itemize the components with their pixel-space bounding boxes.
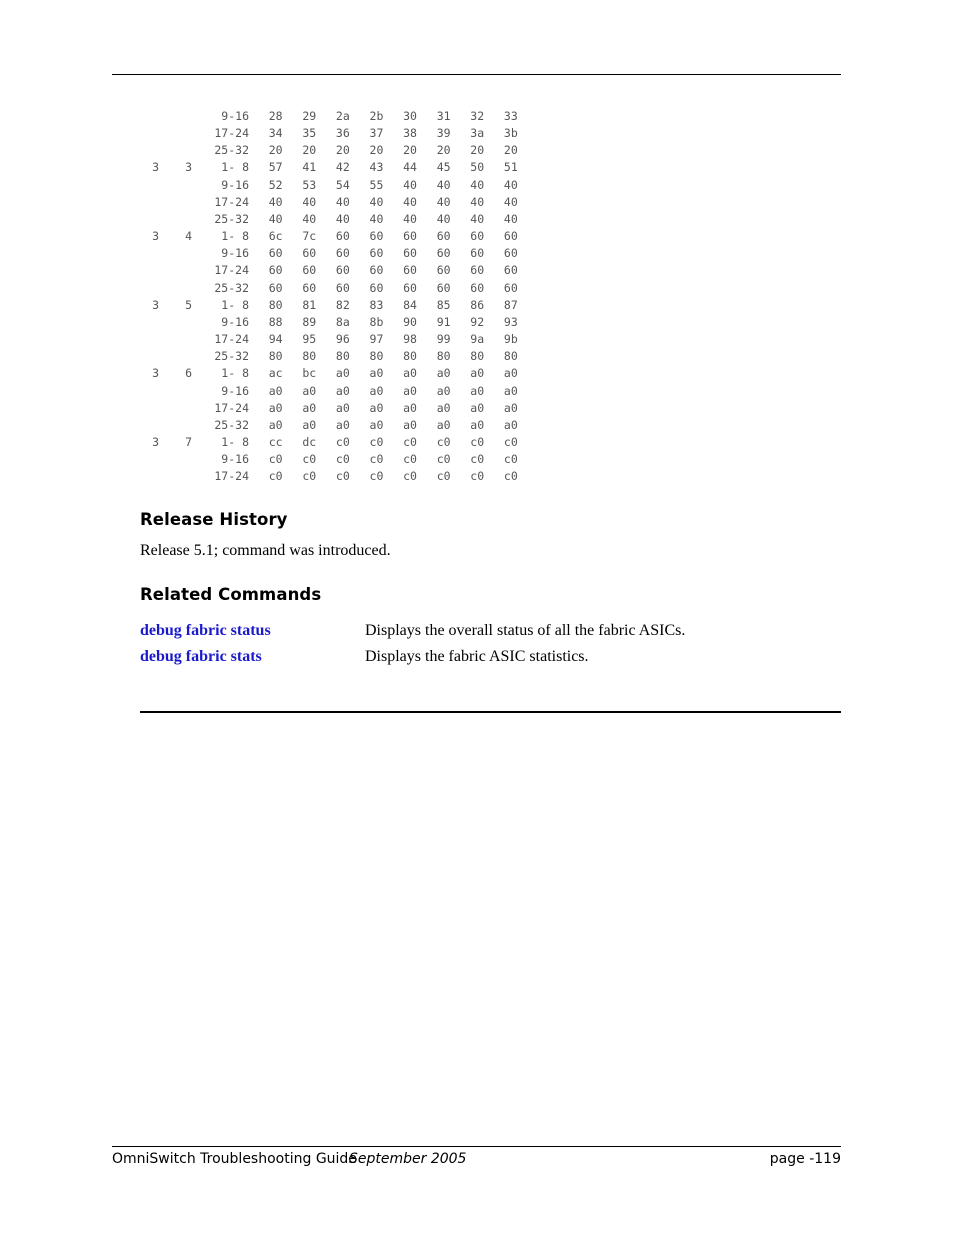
- footer-page-number: page -119: [769, 1151, 841, 1167]
- value-cell: 60: [369, 246, 384, 261]
- value-cell: 8b: [369, 314, 384, 329]
- value-cell: 60: [369, 263, 384, 278]
- value-cell: 85: [436, 297, 451, 312]
- value-cell: 81: [302, 297, 317, 312]
- table-row: [140, 211, 518, 228]
- value-cell: c0: [302, 469, 317, 484]
- value-cell: a0: [403, 383, 417, 398]
- value-cell: c0: [470, 452, 485, 467]
- range-cell: 9-16: [221, 452, 249, 467]
- value-cell: 37: [369, 126, 384, 141]
- port-cell: [159, 262, 192, 279]
- fabric-output-table: [140, 108, 518, 485]
- table-row: [140, 159, 518, 176]
- value-cell: 87: [503, 297, 518, 312]
- value-cell: a0: [436, 366, 451, 381]
- value-cell: 45: [436, 160, 451, 175]
- value-cell: a0: [470, 366, 485, 381]
- value-cell: 40: [302, 211, 317, 226]
- value-cell: a0: [503, 383, 518, 398]
- related-commands-heading: Related Commands: [140, 585, 322, 604]
- value-cell: a0: [335, 417, 350, 432]
- value-cell: 92: [470, 314, 485, 329]
- range-cell: 25-32: [214, 143, 249, 158]
- table-row: [140, 297, 518, 314]
- port-cell: [159, 417, 192, 434]
- range-cell: 17-24: [214, 263, 249, 278]
- value-cell: a0: [302, 400, 317, 415]
- range-cell: 1- 8: [221, 297, 249, 312]
- value-cell: a0: [369, 383, 384, 398]
- value-cell: 36: [335, 126, 350, 141]
- value-cell: 60: [268, 246, 283, 261]
- value-cell: 54: [335, 177, 350, 192]
- slot-cell: [140, 348, 159, 365]
- slot-cell: [140, 142, 159, 159]
- value-cell: 20: [403, 143, 417, 158]
- value-cell: 31: [436, 109, 451, 123]
- slot-cell: [140, 177, 159, 194]
- slot-cell: [140, 280, 159, 297]
- release-history-heading: Release History: [140, 510, 288, 529]
- fabric-output-body: [140, 108, 518, 485]
- value-cell: 3b: [503, 126, 518, 141]
- value-cell: c0: [268, 469, 283, 484]
- port-cell: [159, 194, 192, 211]
- value-cell: c0: [503, 434, 518, 449]
- slot-cell: 3: [152, 434, 159, 449]
- value-cell: 60: [302, 280, 317, 295]
- value-cell: 40: [470, 177, 485, 192]
- value-cell: 20: [436, 143, 451, 158]
- table-row: [140, 228, 518, 245]
- value-cell: c0: [403, 434, 417, 449]
- value-cell: c0: [335, 434, 350, 449]
- debug-fabric-stats-link[interactable]: debug fabric stats: [140, 648, 262, 665]
- value-cell: 88: [268, 314, 283, 329]
- table-row: [140, 434, 518, 451]
- footer-date: September 2005: [349, 1151, 467, 1167]
- value-cell: 93: [503, 314, 518, 329]
- range-cell: 25-32: [214, 417, 249, 432]
- value-cell: 60: [470, 263, 485, 278]
- value-cell: a0: [268, 400, 283, 415]
- range-cell: 25-32: [214, 280, 249, 295]
- value-cell: a0: [403, 366, 417, 381]
- related-command-description: Displays the fabric ASIC statistics.: [365, 648, 589, 665]
- value-cell: 60: [302, 246, 317, 261]
- value-cell: a0: [335, 383, 350, 398]
- value-cell: 60: [268, 280, 283, 295]
- value-cell: 2a: [335, 109, 350, 123]
- value-cell: 60: [302, 263, 317, 278]
- slot-cell: [140, 417, 159, 434]
- port-cell: 6: [185, 366, 192, 381]
- port-cell: [159, 331, 192, 348]
- footer-guide-title: OmniSwitch Troubleshooting Guide: [112, 1151, 357, 1167]
- value-cell: 38: [403, 126, 417, 141]
- table-row: [140, 194, 518, 211]
- value-cell: c0: [369, 452, 384, 467]
- port-cell: [159, 177, 192, 194]
- value-cell: c0: [403, 469, 417, 484]
- table-row: [140, 314, 518, 331]
- value-cell: 33: [503, 109, 518, 123]
- range-cell: 9-16: [221, 177, 249, 192]
- value-cell: a0: [369, 417, 384, 432]
- value-cell: 9a: [470, 332, 485, 347]
- section-end-rule: [140, 711, 841, 713]
- port-cell: 7: [185, 434, 192, 449]
- table-row: [140, 245, 518, 262]
- slot-cell: [140, 468, 159, 485]
- value-cell: 80: [436, 349, 451, 364]
- value-cell: bc: [302, 366, 317, 381]
- value-cell: 60: [436, 229, 451, 244]
- value-cell: c0: [470, 469, 485, 484]
- value-cell: 60: [335, 229, 350, 244]
- value-cell: 60: [335, 246, 350, 261]
- value-cell: 40: [470, 194, 485, 209]
- slot-cell: [140, 194, 159, 211]
- value-cell: 60: [403, 280, 417, 295]
- port-cell: 5: [185, 297, 192, 312]
- value-cell: 60: [369, 229, 384, 244]
- slot-cell: [140, 331, 159, 348]
- port-cell: [159, 245, 192, 262]
- value-cell: c0: [503, 469, 518, 484]
- range-cell: 1- 8: [221, 366, 249, 381]
- value-cell: 60: [503, 280, 518, 295]
- value-cell: 32: [470, 109, 485, 123]
- value-cell: 3a: [470, 126, 485, 141]
- range-cell: 9-16: [221, 109, 249, 123]
- table-row: [140, 348, 518, 365]
- value-cell: 60: [470, 229, 485, 244]
- value-cell: a0: [470, 400, 485, 415]
- value-cell: 82: [335, 297, 350, 312]
- value-cell: 60: [268, 263, 283, 278]
- range-cell: 9-16: [221, 246, 249, 261]
- value-cell: 20: [302, 143, 317, 158]
- port-cell: [159, 125, 192, 142]
- value-cell: 40: [268, 194, 283, 209]
- value-cell: c0: [302, 452, 317, 467]
- value-cell: c0: [503, 452, 518, 467]
- slot-cell: [140, 262, 159, 279]
- value-cell: 40: [369, 211, 384, 226]
- value-cell: c0: [436, 434, 451, 449]
- value-cell: 40: [470, 211, 485, 226]
- port-cell: [159, 451, 192, 468]
- value-cell: 60: [369, 280, 384, 295]
- value-cell: 80: [503, 349, 518, 364]
- value-cell: 60: [470, 280, 485, 295]
- value-cell: 40: [503, 194, 518, 209]
- value-cell: 57: [268, 160, 283, 175]
- value-cell: a0: [403, 400, 417, 415]
- range-cell: 1- 8: [221, 434, 249, 449]
- value-cell: c0: [369, 469, 384, 484]
- debug-fabric-status-link[interactable]: debug fabric status: [140, 622, 271, 639]
- value-cell: 96: [335, 332, 350, 347]
- value-cell: 43: [369, 160, 384, 175]
- range-cell: 25-32: [214, 211, 249, 226]
- value-cell: 80: [335, 349, 350, 364]
- value-cell: a0: [470, 417, 485, 432]
- table-row: [140, 125, 518, 142]
- value-cell: 86: [470, 297, 485, 312]
- value-cell: 60: [503, 229, 518, 244]
- port-cell: [159, 142, 192, 159]
- value-cell: 60: [335, 280, 350, 295]
- value-cell: 60: [436, 280, 451, 295]
- value-cell: 97: [369, 332, 384, 347]
- related-command-description: Displays the overall status of all the fabric ASICs.: [365, 622, 686, 639]
- value-cell: a0: [302, 383, 317, 398]
- table-row: [140, 400, 518, 417]
- value-cell: 52: [268, 177, 283, 192]
- value-cell: 40: [403, 194, 417, 209]
- slot-cell: 3: [152, 297, 159, 312]
- value-cell: 35: [302, 126, 317, 141]
- table-row: [140, 280, 518, 297]
- table-row: [140, 468, 518, 485]
- value-cell: 20: [268, 143, 283, 158]
- value-cell: cc: [268, 434, 283, 449]
- value-cell: 40: [436, 194, 451, 209]
- value-cell: 39: [436, 126, 451, 141]
- port-cell: [159, 400, 192, 417]
- value-cell: 40: [268, 211, 283, 226]
- value-cell: 40: [503, 177, 518, 192]
- value-cell: 42: [335, 160, 350, 175]
- port-cell: [159, 383, 192, 400]
- port-cell: [159, 314, 192, 331]
- value-cell: 60: [335, 263, 350, 278]
- slot-cell: [140, 108, 159, 125]
- value-cell: 90: [403, 314, 417, 329]
- value-cell: 95: [302, 332, 317, 347]
- range-cell: 9-16: [221, 314, 249, 329]
- range-cell: 9-16: [221, 383, 249, 398]
- range-cell: 17-24: [214, 469, 249, 484]
- value-cell: 40: [436, 211, 451, 226]
- value-cell: 44: [403, 160, 417, 175]
- range-cell: 17-24: [214, 332, 249, 347]
- value-cell: 60: [403, 263, 417, 278]
- value-cell: a0: [436, 400, 451, 415]
- value-cell: 60: [503, 263, 518, 278]
- value-cell: 60: [403, 246, 417, 261]
- value-cell: 34: [268, 126, 283, 141]
- table-row: [140, 383, 518, 400]
- value-cell: 80: [302, 349, 317, 364]
- port-cell: [159, 280, 192, 297]
- value-cell: a0: [436, 383, 451, 398]
- value-cell: 60: [436, 246, 451, 261]
- value-cell: 40: [503, 211, 518, 226]
- value-cell: 80: [369, 349, 384, 364]
- value-cell: c0: [335, 469, 350, 484]
- port-cell: 4: [185, 229, 192, 244]
- value-cell: 40: [335, 211, 350, 226]
- value-cell: c0: [470, 434, 485, 449]
- value-cell: 94: [268, 332, 283, 347]
- value-cell: 40: [436, 177, 451, 192]
- value-cell: c0: [436, 469, 451, 484]
- slot-cell: [140, 451, 159, 468]
- value-cell: 8a: [335, 314, 350, 329]
- value-cell: 53: [302, 177, 317, 192]
- slot-cell: 3: [152, 229, 159, 244]
- slot-cell: [140, 125, 159, 142]
- value-cell: a0: [503, 417, 518, 432]
- value-cell: 80: [268, 349, 283, 364]
- port-cell: [159, 468, 192, 485]
- header-rule: [112, 74, 841, 75]
- slot-cell: 3: [152, 160, 159, 175]
- value-cell: 20: [335, 143, 350, 158]
- value-cell: 98: [403, 332, 417, 347]
- value-cell: c0: [403, 452, 417, 467]
- value-cell: 80: [268, 297, 283, 312]
- range-cell: 25-32: [214, 349, 249, 364]
- value-cell: 99: [436, 332, 451, 347]
- value-cell: 30: [403, 109, 417, 123]
- value-cell: 80: [470, 349, 485, 364]
- value-cell: a0: [470, 383, 485, 398]
- range-cell: 17-24: [214, 194, 249, 209]
- value-cell: a0: [503, 366, 518, 381]
- value-cell: 80: [403, 349, 417, 364]
- value-cell: a0: [302, 417, 317, 432]
- value-cell: a0: [403, 417, 417, 432]
- port-cell: [159, 348, 192, 365]
- value-cell: 60: [403, 229, 417, 244]
- range-cell: 17-24: [214, 400, 249, 415]
- table-row: [140, 331, 518, 348]
- slot-cell: [140, 211, 159, 228]
- value-cell: c0: [369, 434, 384, 449]
- value-cell: 89: [302, 314, 317, 329]
- table-row: [140, 108, 518, 125]
- value-cell: a0: [369, 366, 384, 381]
- value-cell: a0: [335, 366, 350, 381]
- value-cell: c0: [268, 452, 283, 467]
- slot-cell: [140, 400, 159, 417]
- port-cell: [159, 211, 192, 228]
- value-cell: 40: [302, 194, 317, 209]
- value-cell: a0: [436, 417, 451, 432]
- value-cell: 51: [503, 160, 518, 175]
- slot-cell: 3: [152, 366, 159, 381]
- table-row: [140, 365, 518, 382]
- table-row: [140, 417, 518, 434]
- slot-cell: [140, 245, 159, 262]
- value-cell: 40: [403, 177, 417, 192]
- table-row: [140, 262, 518, 279]
- range-cell: 17-24: [214, 126, 249, 141]
- port-cell: [159, 108, 192, 125]
- value-cell: 40: [335, 194, 350, 209]
- value-cell: 28: [268, 109, 283, 123]
- value-cell: 2b: [369, 109, 384, 123]
- value-cell: 9b: [503, 332, 518, 347]
- value-cell: 40: [369, 194, 384, 209]
- value-cell: 50: [470, 160, 485, 175]
- value-cell: 41: [302, 160, 317, 175]
- table-row: [140, 451, 518, 468]
- value-cell: 91: [436, 314, 451, 329]
- value-cell: 60: [470, 246, 485, 261]
- value-cell: 60: [436, 263, 451, 278]
- footer-rule: [112, 1146, 841, 1147]
- value-cell: 84: [403, 297, 417, 312]
- value-cell: 7c: [302, 229, 317, 244]
- range-cell: 1- 8: [221, 229, 249, 244]
- value-cell: 60: [503, 246, 518, 261]
- slot-cell: [140, 314, 159, 331]
- value-cell: a0: [268, 383, 283, 398]
- value-cell: 55: [369, 177, 384, 192]
- table-row: [140, 142, 518, 159]
- value-cell: a0: [335, 400, 350, 415]
- slot-cell: [140, 383, 159, 400]
- range-cell: 1- 8: [221, 160, 249, 175]
- value-cell: 20: [503, 143, 518, 158]
- value-cell: 6c: [268, 229, 283, 244]
- value-cell: dc: [302, 434, 317, 449]
- value-cell: ac: [268, 366, 283, 381]
- value-cell: c0: [335, 452, 350, 467]
- value-cell: 83: [369, 297, 384, 312]
- value-cell: a0: [369, 400, 384, 415]
- value-cell: 29: [302, 109, 317, 123]
- value-cell: 40: [403, 211, 417, 226]
- value-cell: c0: [436, 452, 451, 467]
- value-cell: a0: [503, 400, 518, 415]
- value-cell: 20: [369, 143, 384, 158]
- release-history-text: Release 5.1; command was introduced.: [140, 542, 391, 559]
- table-row: [140, 177, 518, 194]
- port-cell: 3: [185, 160, 192, 175]
- value-cell: a0: [268, 417, 283, 432]
- value-cell: 20: [470, 143, 485, 158]
